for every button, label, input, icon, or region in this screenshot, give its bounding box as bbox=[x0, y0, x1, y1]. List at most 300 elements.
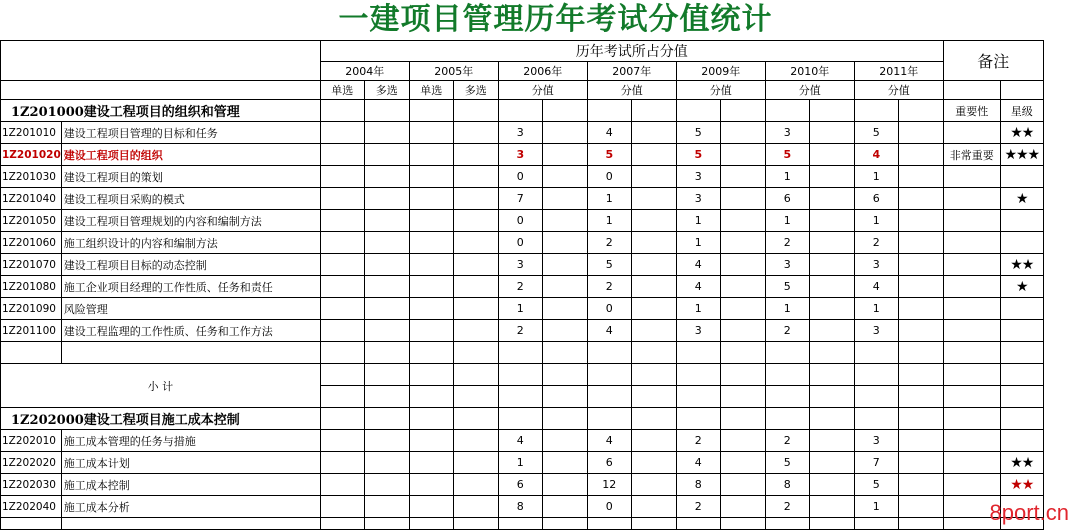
blank-cell bbox=[409, 232, 453, 254]
blank-cell bbox=[1000, 342, 1043, 364]
blank-cell bbox=[720, 474, 765, 496]
blank-cell bbox=[320, 276, 364, 298]
blank-cell bbox=[631, 232, 676, 254]
blank-cell bbox=[1000, 81, 1043, 100]
blank-cell bbox=[720, 188, 765, 210]
blank-cell bbox=[409, 210, 453, 232]
blank-cell bbox=[587, 364, 631, 386]
blank-cell bbox=[320, 254, 364, 276]
blank-cell bbox=[898, 166, 943, 188]
blank-cell bbox=[364, 320, 409, 342]
blank-cell bbox=[498, 342, 542, 364]
score-value: 1 bbox=[854, 496, 898, 518]
blank-cell bbox=[542, 386, 587, 408]
blank-cell bbox=[409, 100, 453, 122]
blank-cell bbox=[453, 232, 498, 254]
blank-cell bbox=[631, 474, 676, 496]
blank-cell bbox=[409, 166, 453, 188]
score-value: 0 bbox=[587, 298, 631, 320]
star-rating: ★★ bbox=[1000, 122, 1043, 144]
score-value: 2 bbox=[765, 430, 809, 452]
blank-cell bbox=[320, 210, 364, 232]
blank-cell bbox=[542, 320, 587, 342]
star-rating bbox=[1000, 210, 1043, 232]
table-row bbox=[1, 320, 1044, 342]
header-row-3 bbox=[1, 81, 1044, 100]
blank-cell bbox=[809, 452, 854, 474]
score-value: 1 bbox=[854, 166, 898, 188]
blank-cell bbox=[898, 276, 943, 298]
item-code: 1Z201080 bbox=[1, 276, 62, 298]
blank-cell bbox=[898, 122, 943, 144]
star-rating: ★★ bbox=[1000, 254, 1043, 276]
score-value: 1 bbox=[676, 210, 720, 232]
score-value: 1 bbox=[498, 298, 542, 320]
star-rating: ★ bbox=[1000, 276, 1043, 298]
blank-cell bbox=[409, 364, 453, 386]
blank-cell bbox=[631, 298, 676, 320]
blank-cell bbox=[542, 452, 587, 474]
score-value: 1 bbox=[765, 298, 809, 320]
score-value: 3 bbox=[676, 188, 720, 210]
blank-cell bbox=[720, 364, 765, 386]
blank-cell bbox=[809, 188, 854, 210]
blank-cell bbox=[409, 452, 453, 474]
item-name: 施工成本控制 bbox=[61, 474, 320, 496]
single-header: 单选 bbox=[409, 81, 453, 100]
item-name: 建设工程项目的策划 bbox=[61, 166, 320, 188]
blank-cell bbox=[765, 342, 809, 364]
item-name: 施工企业项目经理的工作性质、任务和责任 bbox=[61, 276, 320, 298]
importance-value bbox=[943, 210, 1000, 232]
blank-cell bbox=[854, 100, 898, 122]
subtotal-label: 小 计 bbox=[1, 364, 321, 408]
blank-cell bbox=[409, 430, 453, 452]
score-value: 2 bbox=[765, 320, 809, 342]
blank-cell bbox=[320, 188, 364, 210]
blank-cell bbox=[809, 408, 854, 430]
score-value: 2 bbox=[765, 496, 809, 518]
blank-cell bbox=[720, 122, 765, 144]
score-value: 5 bbox=[765, 144, 809, 166]
blank-cell bbox=[809, 430, 854, 452]
blank-cell bbox=[542, 232, 587, 254]
blank-cell bbox=[809, 364, 854, 386]
year-header: 2005年 bbox=[409, 62, 498, 81]
star-rating: ★★ bbox=[1000, 474, 1043, 496]
score-value: 3 bbox=[498, 144, 542, 166]
blank-cell bbox=[854, 386, 898, 408]
stars-header: 星级 bbox=[1000, 100, 1043, 122]
blank-cell bbox=[364, 364, 409, 386]
item-name: 施工成本计划 bbox=[61, 452, 320, 474]
score-value: 4 bbox=[498, 430, 542, 452]
score-value: 8 bbox=[498, 496, 542, 518]
blank-cell bbox=[320, 122, 364, 144]
blank-cell bbox=[409, 342, 453, 364]
blank-cell bbox=[809, 254, 854, 276]
table-row bbox=[1, 232, 1044, 254]
blank-cell bbox=[765, 364, 809, 386]
blank-cell bbox=[898, 452, 943, 474]
blank-cell bbox=[720, 276, 765, 298]
score-value: 4 bbox=[854, 276, 898, 298]
score-value: 4 bbox=[676, 254, 720, 276]
header-blank bbox=[1, 81, 321, 100]
page-title: 一建项目管理历年考试分值统计 bbox=[338, 2, 773, 37]
blank-cell bbox=[809, 210, 854, 232]
blank-cell bbox=[364, 166, 409, 188]
blank-cell bbox=[453, 188, 498, 210]
header-row-1 bbox=[1, 41, 1044, 62]
star-rating bbox=[1000, 298, 1043, 320]
blank-cell bbox=[364, 232, 409, 254]
blank-cell bbox=[631, 144, 676, 166]
watermark: 8port.cn bbox=[989, 500, 1069, 525]
importance-value bbox=[943, 276, 1000, 298]
blank-cell bbox=[631, 122, 676, 144]
score-value: 3 bbox=[498, 254, 542, 276]
item-code: 1Z202030 bbox=[1, 474, 62, 496]
blank-cell bbox=[453, 364, 498, 386]
blank-cell bbox=[631, 408, 676, 430]
importance-value bbox=[943, 188, 1000, 210]
blank-cell bbox=[453, 166, 498, 188]
item-name: 施工成本分析 bbox=[61, 496, 320, 518]
blank-cell bbox=[320, 342, 364, 364]
score-value: 1 bbox=[498, 452, 542, 474]
year-header: 2007年 bbox=[587, 62, 676, 81]
blank-cell bbox=[542, 298, 587, 320]
blank-cell bbox=[364, 188, 409, 210]
score-value: 3 bbox=[676, 320, 720, 342]
blank-cell bbox=[587, 408, 631, 430]
section-header-row bbox=[1, 408, 1044, 430]
table-row bbox=[1, 298, 1044, 320]
score-header: 分值 bbox=[676, 81, 765, 100]
blank-cell bbox=[898, 188, 943, 210]
blank-cell bbox=[854, 364, 898, 386]
blank-cell bbox=[320, 232, 364, 254]
table-row bbox=[1, 188, 1044, 210]
blank-cell bbox=[364, 254, 409, 276]
blank-cell bbox=[364, 100, 409, 122]
score-value: 5 bbox=[587, 144, 631, 166]
blank-cell bbox=[453, 144, 498, 166]
blank-cell bbox=[898, 364, 943, 386]
score-value: 5 bbox=[676, 144, 720, 166]
blank-cell bbox=[631, 496, 676, 518]
blank-cell bbox=[809, 276, 854, 298]
year-header: 2004年 bbox=[320, 62, 409, 81]
score-value: 1 bbox=[765, 210, 809, 232]
blank-cell bbox=[409, 496, 453, 518]
empty-row bbox=[1, 342, 1044, 364]
score-value: 4 bbox=[587, 122, 631, 144]
score-value: 6 bbox=[587, 452, 631, 474]
year-header: 2010年 bbox=[765, 62, 854, 81]
score-value: 3 bbox=[498, 122, 542, 144]
score-value: 5 bbox=[854, 474, 898, 496]
score-value: 5 bbox=[854, 122, 898, 144]
blank-cell bbox=[542, 166, 587, 188]
blank-cell bbox=[364, 122, 409, 144]
blank-cell bbox=[542, 100, 587, 122]
score-value: 0 bbox=[498, 232, 542, 254]
score-value: 2 bbox=[676, 496, 720, 518]
blank-cell bbox=[364, 144, 409, 166]
year-header: 2006年 bbox=[498, 62, 587, 81]
blank-cell bbox=[542, 276, 587, 298]
blank-cell bbox=[676, 364, 720, 386]
blank-cell bbox=[809, 122, 854, 144]
star-rating bbox=[1000, 320, 1043, 342]
blank-cell bbox=[409, 122, 453, 144]
blank-cell bbox=[542, 122, 587, 144]
blank-cell bbox=[364, 210, 409, 232]
header-remarks: 备注 bbox=[943, 41, 1043, 81]
blank-cell bbox=[498, 100, 542, 122]
score-value: 1 bbox=[587, 188, 631, 210]
score-value: 6 bbox=[765, 188, 809, 210]
blank-cell bbox=[61, 342, 320, 364]
blank-cell bbox=[720, 144, 765, 166]
blank-cell bbox=[320, 496, 364, 518]
subtotal-row bbox=[1, 364, 1044, 386]
importance-header: 重要性 bbox=[943, 100, 1000, 122]
blank-cell bbox=[409, 254, 453, 276]
blank-cell bbox=[364, 342, 409, 364]
blank-cell bbox=[320, 364, 364, 386]
score-value: 7 bbox=[498, 188, 542, 210]
blank-cell bbox=[409, 144, 453, 166]
blank-cell bbox=[453, 386, 498, 408]
table-row bbox=[1, 166, 1044, 188]
blank-cell bbox=[498, 364, 542, 386]
item-code: 1Z201070 bbox=[1, 254, 62, 276]
blank-cell bbox=[542, 364, 587, 386]
blank-cell bbox=[364, 452, 409, 474]
blank-cell bbox=[587, 386, 631, 408]
score-value: 3 bbox=[854, 320, 898, 342]
blank-cell bbox=[409, 188, 453, 210]
score-value: 1 bbox=[587, 210, 631, 232]
star-rating: ★★ bbox=[1000, 452, 1043, 474]
item-name: 施工成本管理的任务与措施 bbox=[61, 430, 320, 452]
blank-cell bbox=[453, 496, 498, 518]
importance-value bbox=[943, 298, 1000, 320]
score-value: 2 bbox=[587, 232, 631, 254]
blank-cell bbox=[676, 386, 720, 408]
blank-cell bbox=[631, 188, 676, 210]
item-name: 建设工程项目采购的模式 bbox=[61, 188, 320, 210]
blank-cell bbox=[1000, 386, 1043, 408]
blank-cell bbox=[631, 100, 676, 122]
item-code: 1Z201050 bbox=[1, 210, 62, 232]
blank-cell bbox=[453, 474, 498, 496]
table-row bbox=[1, 254, 1044, 276]
score-value: 0 bbox=[498, 166, 542, 188]
blank-cell bbox=[765, 386, 809, 408]
blank-cell bbox=[364, 276, 409, 298]
blank-cell bbox=[498, 408, 542, 430]
importance-value bbox=[943, 452, 1000, 474]
blank-cell bbox=[809, 232, 854, 254]
blank-cell bbox=[898, 474, 943, 496]
blank-cell bbox=[809, 474, 854, 496]
item-name: 风险管理 bbox=[61, 298, 320, 320]
blank-cell bbox=[809, 342, 854, 364]
blank-cell bbox=[1000, 364, 1043, 386]
blank-cell bbox=[809, 496, 854, 518]
blank-cell bbox=[676, 342, 720, 364]
blank-cell bbox=[320, 166, 364, 188]
blank-cell bbox=[409, 474, 453, 496]
blank-cell bbox=[720, 496, 765, 518]
blank-cell bbox=[320, 298, 364, 320]
blank-cell bbox=[542, 496, 587, 518]
blank-cell bbox=[631, 342, 676, 364]
blank-cell bbox=[320, 430, 364, 452]
blank-cell bbox=[720, 210, 765, 232]
blank-cell bbox=[898, 298, 943, 320]
blank-cell bbox=[809, 386, 854, 408]
blank-cell bbox=[631, 452, 676, 474]
score-value: 5 bbox=[765, 276, 809, 298]
blank-cell bbox=[898, 232, 943, 254]
item-code: 1Z201020 bbox=[1, 144, 62, 166]
blank-cell bbox=[854, 342, 898, 364]
score-value: 1 bbox=[765, 166, 809, 188]
score-header: 分值 bbox=[854, 81, 943, 100]
blank-cell bbox=[720, 408, 765, 430]
table-row bbox=[1, 430, 1044, 452]
score-value: 7 bbox=[854, 452, 898, 474]
score-value: 3 bbox=[765, 122, 809, 144]
score-value: 2 bbox=[498, 276, 542, 298]
blank-cell bbox=[765, 100, 809, 122]
item-code: 1Z201040 bbox=[1, 188, 62, 210]
table-row bbox=[1, 496, 1044, 518]
blank-cell bbox=[320, 320, 364, 342]
blank-cell bbox=[364, 430, 409, 452]
item-name: 建设工程项目的组织 bbox=[61, 144, 320, 166]
item-name: 建设工程项目管理的目标和任务 bbox=[61, 122, 320, 144]
blank-cell bbox=[943, 342, 1000, 364]
blank-cell bbox=[542, 474, 587, 496]
section-title: 1Z202000建设工程项目施工成本控制 bbox=[1, 408, 321, 430]
table-row bbox=[1, 122, 1044, 144]
star-rating bbox=[1000, 232, 1043, 254]
score-header: 分值 bbox=[498, 81, 587, 100]
item-code: 1Z202040 bbox=[1, 496, 62, 518]
blank-cell bbox=[453, 100, 498, 122]
multi-header: 多选 bbox=[364, 81, 409, 100]
year-header: 2011年 bbox=[854, 62, 943, 81]
blank-cell bbox=[1, 342, 62, 364]
blank-cell bbox=[453, 430, 498, 452]
blank-cell bbox=[898, 386, 943, 408]
importance-value bbox=[943, 122, 1000, 144]
importance-value bbox=[943, 474, 1000, 496]
blank-cell bbox=[320, 144, 364, 166]
blank-cell bbox=[898, 210, 943, 232]
item-name: 建设工程项目目标的动态控制 bbox=[61, 254, 320, 276]
blank-cell bbox=[542, 430, 587, 452]
star-rating bbox=[1000, 430, 1043, 452]
star-rating: ★★★ bbox=[1000, 144, 1043, 166]
blank-cell bbox=[676, 408, 720, 430]
score-value: 6 bbox=[854, 188, 898, 210]
blank-cell bbox=[943, 386, 1000, 408]
importance-value bbox=[943, 254, 1000, 276]
blank-cell bbox=[1000, 408, 1043, 430]
score-value: 8 bbox=[676, 474, 720, 496]
blank-cell bbox=[720, 386, 765, 408]
blank-cell bbox=[453, 298, 498, 320]
blank-cell bbox=[720, 452, 765, 474]
blank-cell bbox=[720, 430, 765, 452]
score-value: 2 bbox=[587, 276, 631, 298]
blank-cell bbox=[542, 408, 587, 430]
blank-cell bbox=[809, 298, 854, 320]
blank-cell bbox=[320, 452, 364, 474]
table-row bbox=[1, 474, 1044, 496]
blank-cell bbox=[943, 364, 1000, 386]
score-value: 1 bbox=[676, 298, 720, 320]
blank-cell bbox=[542, 342, 587, 364]
blank-cell bbox=[720, 232, 765, 254]
score-value: 2 bbox=[765, 232, 809, 254]
importance-value bbox=[943, 166, 1000, 188]
item-code: 1Z201100 bbox=[1, 320, 62, 342]
blank-cell bbox=[409, 298, 453, 320]
importance-value bbox=[943, 232, 1000, 254]
score-value: 6 bbox=[498, 474, 542, 496]
score-value: 1 bbox=[854, 298, 898, 320]
item-code: 1Z201010 bbox=[1, 122, 62, 144]
multi-header: 多选 bbox=[453, 81, 498, 100]
year-header: 2009年 bbox=[676, 62, 765, 81]
item-code: 1Z202020 bbox=[1, 452, 62, 474]
blank-cell bbox=[809, 166, 854, 188]
blank-cell bbox=[631, 386, 676, 408]
blank-cell bbox=[898, 342, 943, 364]
blank-cell bbox=[453, 254, 498, 276]
score-value: 4 bbox=[587, 320, 631, 342]
score-value: 1 bbox=[676, 232, 720, 254]
score-value: 4 bbox=[676, 276, 720, 298]
blank-cell bbox=[943, 81, 1000, 100]
importance-value bbox=[943, 430, 1000, 452]
item-name: 施工组织设计的内容和编制方法 bbox=[61, 232, 320, 254]
blank-cell bbox=[364, 386, 409, 408]
item-name: 建设工程监理的工作性质、任务和工作方法 bbox=[61, 320, 320, 342]
blank-cell bbox=[453, 276, 498, 298]
item-name: 建设工程项目管理规划的内容和编制方法 bbox=[61, 210, 320, 232]
score-value: 4 bbox=[854, 144, 898, 166]
blank-cell bbox=[809, 144, 854, 166]
blank-cell bbox=[409, 386, 453, 408]
blank-cell bbox=[898, 144, 943, 166]
blank-cell bbox=[631, 254, 676, 276]
score-value: 3 bbox=[765, 254, 809, 276]
blank-cell bbox=[409, 320, 453, 342]
blank-cell bbox=[587, 342, 631, 364]
blank-cell bbox=[320, 100, 364, 122]
blank-cell bbox=[720, 320, 765, 342]
table-row bbox=[1, 210, 1044, 232]
